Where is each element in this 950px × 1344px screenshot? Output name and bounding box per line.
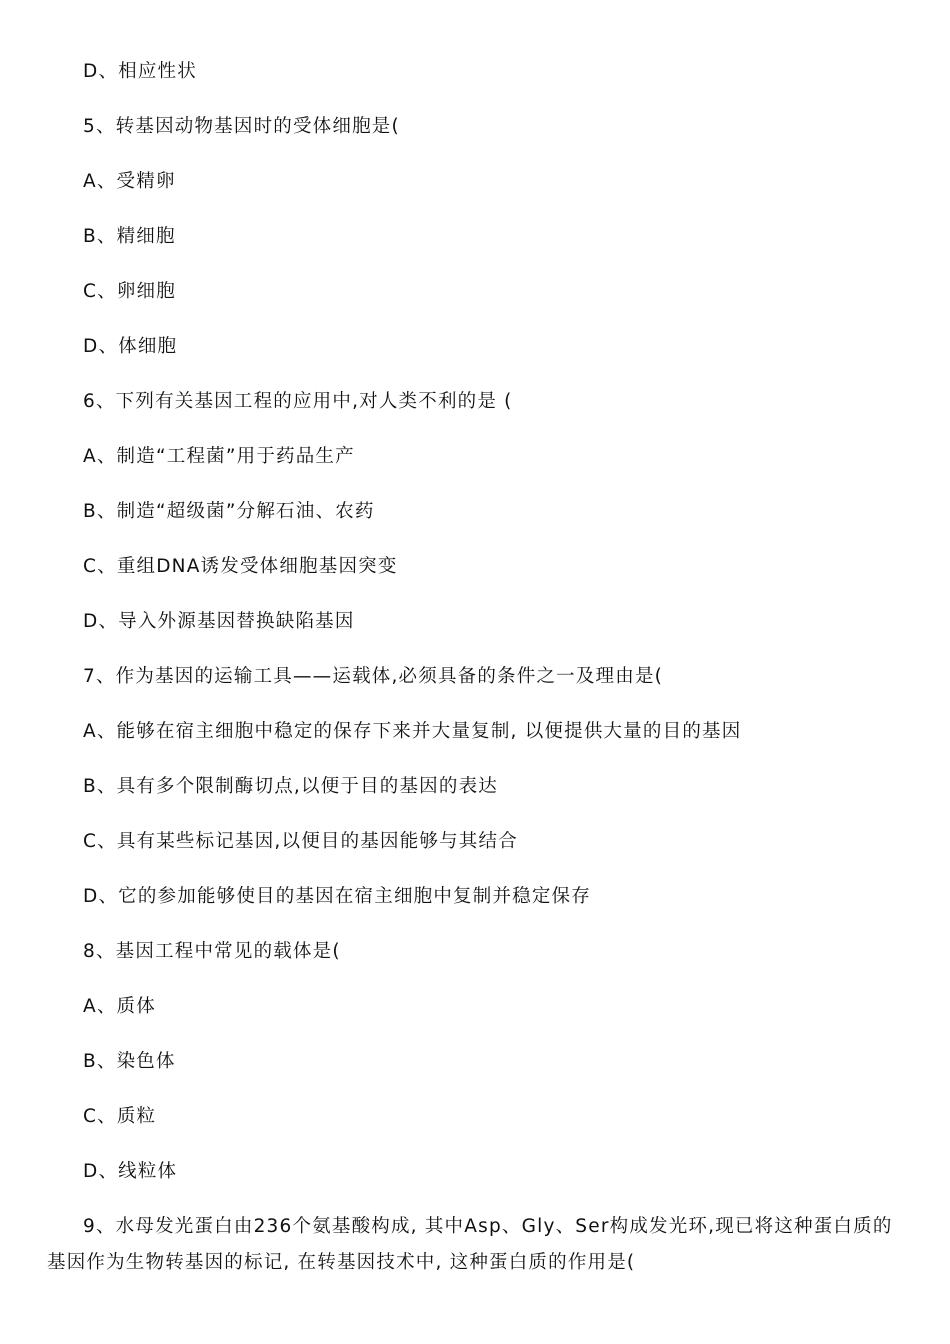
option-a-q6: A、制造“工程菌”用于药品生产 — [83, 446, 355, 467]
question-8: 8、基因工程中常见的载体是( — [83, 941, 341, 962]
option-d-q5: D、体细胞 — [83, 336, 178, 357]
option-a-q8: A、质体 — [83, 996, 156, 1017]
question-7: 7、作为基因的运输工具——运载体,必须具备的条件之一及理由是( — [83, 666, 664, 687]
option-c-q5: C、卵细胞 — [83, 281, 176, 302]
option-d-q6: D、导入外源基因替换缺陷基因 — [83, 611, 355, 632]
option-a-q7: A、能够在宿主细胞中稳定的保存下来并大量复制, 以便提供大量的目的基因 — [83, 721, 742, 742]
option-b-q6: B、制造“超级菌”分解石油、农药 — [83, 501, 375, 522]
option-c-q8: C、质粒 — [83, 1106, 157, 1127]
question-9: 9、水母发光蛋白由236个氨基酸构成, 其中Asp、Gly、Ser构成发光环,现已将这种蛋白质的基因作为生物转基因的标记, 在转基因技术中, 这种蛋白质的作用是( — [47, 1216, 893, 1273]
option-b-q5: B、精细胞 — [83, 226, 176, 247]
option-b-q8: B、染色体 — [83, 1051, 176, 1072]
option-c-q7: C、具有某些标记基因,以便目的基因能够与其结合 — [83, 831, 518, 852]
option-d-q4: D、相应性状 — [83, 61, 197, 82]
question-6: 6、下列有关基因工程的应用中,对人类不利的是 ( — [83, 391, 513, 412]
option-b-q7: B、具有多个限制酶切点,以便于目的基因的表达 — [83, 776, 498, 797]
question-5: 5、转基因动物基因时的受体细胞是( — [83, 116, 400, 137]
option-d-q8: D、线粒体 — [83, 1161, 178, 1182]
option-a-q5: A、受精卵 — [83, 171, 176, 192]
option-c-q6: C、重组DNA诱发受体细胞基因突变 — [83, 556, 398, 577]
option-d-q7: D、它的参加能够使目的基因在宿主细胞中复制并稳定保存 — [83, 886, 591, 907]
